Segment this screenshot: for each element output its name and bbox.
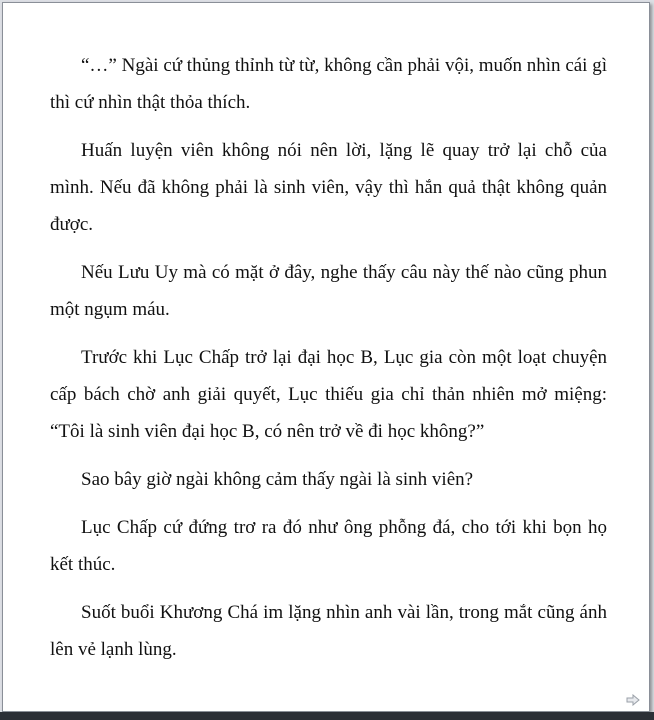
document-page xyxy=(2,2,650,712)
paragraph: Sao bây giờ ngài không cảm thấy ngài là sinh viên? xyxy=(81,469,474,490)
bottom-border xyxy=(0,712,654,720)
arrow-right-icon[interactable] xyxy=(626,694,640,706)
paragraph: Huấn luyện viên không nói nên lời, lặng lẽ quay trở lại chỗ của mình. Nếu đã không phải là sinh viên, vậy thì hắn quả thật không quản được. xyxy=(50,140,607,235)
paragraph: Lục Chấp cứ đứng trơ ra đó như ông phỗng đá, cho tới khi bọn họ kết thúc. xyxy=(50,517,607,575)
paragraph: Trước khi Lục Chấp trở lại đại học B, Lục gia còn một loạt chuyện cấp bách chờ anh giải quyết, Lục thiếu gia chỉ thản nhiên mở miệng: “Tôi là sinh viên đại học B, có nên trở về đi học không?” xyxy=(50,347,607,442)
paragraph: Suốt buổi Khương Chá im lặng nhìn anh vài lần, trong mắt cũng ánh lên vẻ lạnh lùng. xyxy=(50,602,607,660)
paragraph: “…” Ngài cứ thủng thỉnh từ từ, không cần phải vội, muốn nhìn cái gì thì cứ nhìn thật thỏa thích. xyxy=(50,55,607,113)
paragraph: Nếu Lưu Uy mà có mặt ở đây, nghe thấy câu này thế nào cũng phun một ngụm máu. xyxy=(50,262,607,320)
document-body xyxy=(50,47,607,668)
